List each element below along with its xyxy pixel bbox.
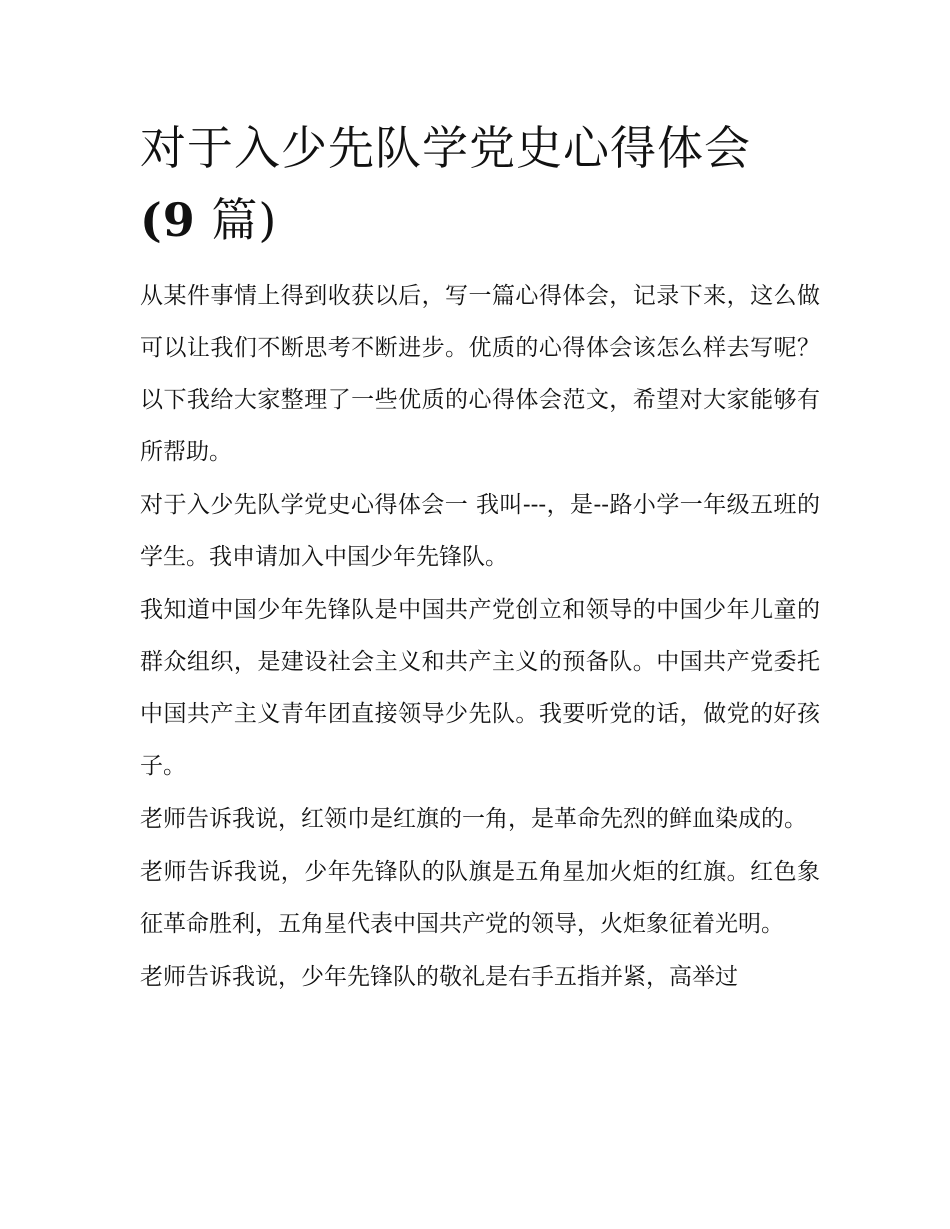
paragraph-3: 老师告诉我说，红领巾是红旗的一角，是革命先烈的鲜血染成的。 [140,806,807,832]
paragraph-2: 我知道中国少年先锋队是中国共产党创立和领导的中国少年儿童的群众组织，是建设社会主义和共产主义的预备队。中国共产党委托中国共产主义青年团直接领导少先队。我要听党的话，做党的好孩子。 [140,597,820,779]
title-word: 篇) [211,193,278,247]
document-body [140,112,820,1004]
title-count: (9 [140,193,196,247]
paragraph-intro: 从某件事情上得到收获以后，写一篇心得体会，记录下来，这么做可以让我们不断思考不断进步。优质的心得体会该怎么样去写呢？以下我给大家整理了一些优质的心得体会范文，希望对大家能够有所帮助。 [140,283,820,465]
paragraph-5: 老师告诉我说，少年先锋队的敬礼是右手五指并紧，高举过 [140,964,738,990]
title-line-1: 对于入少先队学党史心得体会 [140,121,751,175]
document-title [140,112,820,256]
paragraph-4: 老师告诉我说，少年先锋队的队旗是五角星加火炬的红旗。红色象征革命胜利，五角星代表中国共产党的领导，火炬象征着光明。 [140,859,820,937]
title-line-2 [140,184,820,256]
paragraph-1: 对于入少先队学党史心得体会一 我叫---，是--路小学一年级五班的学生。我申请加入中国少年先锋队。 [140,492,820,570]
